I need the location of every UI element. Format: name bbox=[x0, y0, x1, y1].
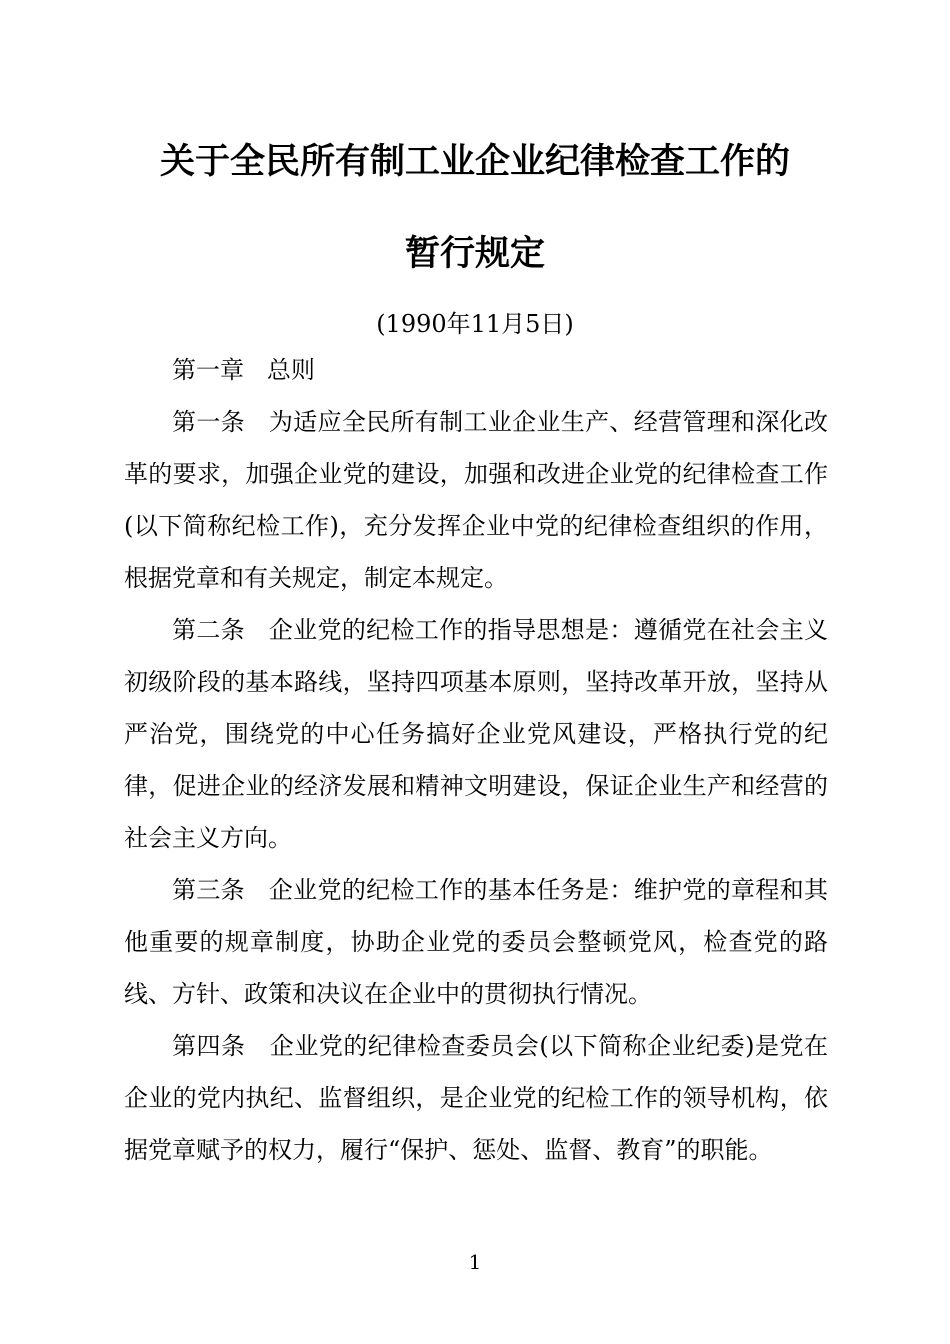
page-number: 1 bbox=[468, 1250, 482, 1274]
article-4-text: 企业党的纪律检查委员会(以下简称企业纪委)是党在企业的党内执纪、监督组织，是企业党的纪检工作的领导机构，依据党章赋予的权力，履行“保护、惩处、监督、教育”的职能。 bbox=[124, 1032, 829, 1164]
document-date: (1990年11月5日) bbox=[376, 310, 574, 338]
chapter-name: 总则 bbox=[266, 356, 315, 384]
chapter-number: 第一章 bbox=[172, 356, 244, 384]
article-4 bbox=[124, 1020, 828, 1176]
document-title-line-1: 关于全民所有制工业企业纪律检查工作的 bbox=[159, 142, 790, 182]
article-2-number: 第二条 bbox=[172, 616, 245, 644]
article-2-text: 企业党的纪检工作的指导思想是：遵循党在社会主义初级阶段的基本路线，坚持四项基本原则，坚持改革开放，坚持从严治党，围绕党的中心任务搞好企业党风建设，严格执行党的纪律，促进企业的经济发展和精神文明建设，保证企业生产和经营的社会主义方向。 bbox=[124, 616, 829, 852]
article-2 bbox=[124, 604, 828, 864]
article-3 bbox=[124, 864, 828, 1020]
document-title-line-2: 暂行规定 bbox=[404, 234, 545, 274]
chapter-heading bbox=[124, 344, 828, 396]
article-3-text: 企业党的纪检工作的基本任务是：维护党的章程和其他重要的规章制度，协助企业党的委员会整顿党风，检查党的路线、方针、政策和决议在企业中的贯彻执行情况。 bbox=[124, 876, 829, 1008]
document-body bbox=[124, 344, 828, 1176]
article-4-number: 第四条 bbox=[172, 1032, 246, 1060]
article-1-number: 第一条 bbox=[172, 408, 245, 436]
article-1-text: 为适应全民所有制工业企业生产、经营管理和深化改革的要求，加强企业党的建设，加强和改进企业党的纪律检查工作(以下简称纪检工作)，充分发挥企业中党的纪律检查组织的作用，根据党章和有关规定，制定本规定。 bbox=[124, 408, 829, 592]
article-3-number: 第三条 bbox=[172, 876, 245, 904]
article-1 bbox=[124, 396, 828, 604]
